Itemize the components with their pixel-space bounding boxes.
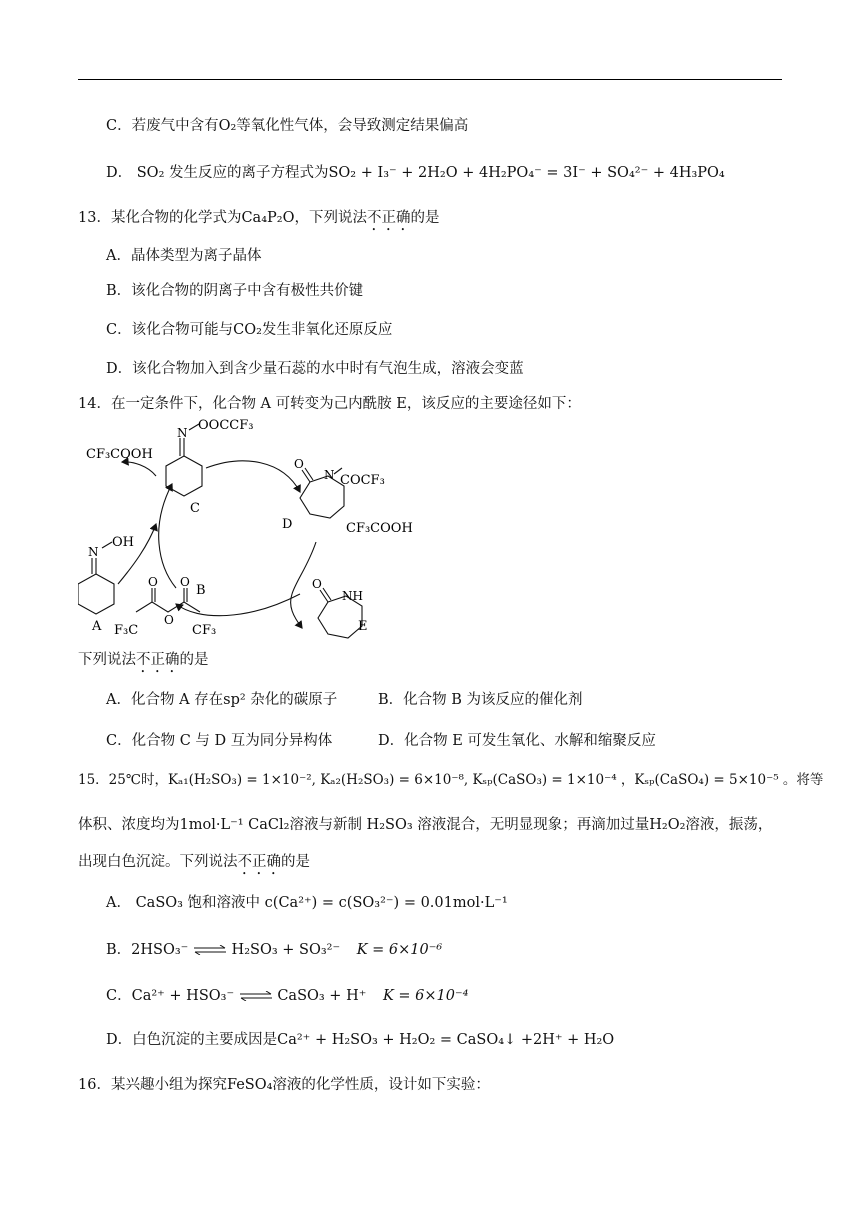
q14-option-b: B．化合物 B 为该反应的催化剂 xyxy=(378,692,583,708)
label-e: E xyxy=(358,619,368,634)
q15-option-c-k: K = 6×10⁻⁴ xyxy=(382,988,469,1004)
q15-option-b-right: H₂SO₃ + SO₃²⁻ xyxy=(231,942,341,958)
q13-stem-suffix: 的是 xyxy=(410,210,440,226)
q14-option-a: A．化合物 A 存在sp² 杂化的碳原子 xyxy=(106,692,338,708)
reaction-pathway-diagram xyxy=(78,416,438,642)
q15-line2: 体积、浓度均为1mol·L⁻¹ CaCl₂溶液与新制 H₂SO₃ 溶液混合，无明显现象；再滴加过量H₂O₂溶液，振荡， xyxy=(78,817,773,833)
svg-text:N: N xyxy=(88,545,99,559)
q15-line3-suffix: 的是 xyxy=(281,854,310,870)
q15-line1: 15．25℃时，Kₐ₁(H₂SO₃) = 1×10⁻², Kₐ₂(H₂SO₃) = 6×10⁻⁸, Kₛₚ(CaSO₃) = 1×10⁻⁴ ，Kₛₚ(CaSO₄) = 5×10⁻⁵ 。将等 xyxy=(78,772,824,788)
svg-text:O: O xyxy=(180,575,190,589)
compound-a xyxy=(78,535,134,634)
label-a: A xyxy=(92,619,102,634)
compound-b xyxy=(114,575,216,638)
label-b: B xyxy=(196,583,206,598)
svg-text:O: O xyxy=(148,575,158,589)
q15-option-b-k: K = 6×10⁻⁶ xyxy=(356,942,443,958)
q14-stem2 xyxy=(78,650,209,676)
q13-stem-prefix: 13．某化合物的化学式为Ca₄P₂O，下列说法 xyxy=(78,210,367,226)
arrow-e-to-b xyxy=(176,594,300,616)
equilibrium-arrow xyxy=(193,945,227,955)
q14-stem: 14．在一定条件下，化合物 A 可转变为己内酰胺 E，该反应的主要途径如下： xyxy=(78,396,581,412)
q13-option-d: D．该化合物加入到含少量石蕊的水中时有气泡生成，溶液会变蓝 xyxy=(106,361,524,377)
q15-line3 xyxy=(78,852,310,878)
svg-text:OH: OH xyxy=(112,535,134,550)
q15-option-c-right: CaSO₃ + H⁺ xyxy=(277,988,367,1004)
q15-line3-emphasis: 不正确 xyxy=(237,854,281,870)
q15-line3-prefix: 出现白色沉淀。下列说法 xyxy=(78,854,238,870)
q15-option-b xyxy=(106,940,442,960)
svg-text:F₃C: F₃C xyxy=(114,623,139,638)
q12-option-d-text: SO₂ 发生反应的离子方程式为SO₂ + I₃⁻ + 2H₂O + 4H₂PO₄⁻ = 3I⁻ + SO₄²⁻ + 4H₃PO₄ xyxy=(136,165,725,181)
q14-stem2-suffix: 的是 xyxy=(179,652,209,668)
q12-option-d xyxy=(106,163,725,183)
svg-text:N: N xyxy=(324,468,335,482)
q15-option-c xyxy=(106,986,468,1006)
q12-option-d-label: D． xyxy=(106,165,133,181)
equilibrium-arrow xyxy=(239,991,273,1001)
q15-option-c-left: C．Ca²⁺ + HSO₃⁻ xyxy=(106,988,235,1004)
label-d: D xyxy=(282,517,293,532)
q13-stem-emphasis: 不正确 xyxy=(366,210,411,226)
reagent-right: CF₃COOH xyxy=(346,521,413,536)
q14-option-c: C．化合物 C 与 D 互为同分异构体 xyxy=(106,733,333,749)
q13-option-a: A．晶体类型为离子晶体 xyxy=(106,248,262,264)
q15-option-d: D．白色沉淀的主要成因是Ca²⁺ + H₂SO₃ + H₂O₂ = CaSO₄↓ +2H⁺ + H₂O xyxy=(106,1032,615,1048)
svg-text:NH: NH xyxy=(342,589,363,603)
arrow-c-to-d xyxy=(206,461,300,492)
arrow-b-to-c xyxy=(159,484,176,588)
q15-option-a: A． CaSO₃ 饱和溶液中 c(Ca²⁺) = c(SO₃²⁻) = 0.01mol·L⁻¹ xyxy=(106,895,508,911)
q14-stem2-emphasis: 不正确 xyxy=(136,652,180,668)
header-rule xyxy=(78,79,782,80)
svg-text:N: N xyxy=(177,426,188,440)
q16-stem: 16．某兴趣小组为探究FeSO₄溶液的化学性质，设计如下实验： xyxy=(78,1077,490,1093)
q13-stem xyxy=(78,208,439,234)
svg-text:O: O xyxy=(294,457,304,471)
q15-option-b-left: B．2HSO₃⁻ xyxy=(106,942,189,958)
label-c: C xyxy=(190,501,200,516)
svg-text:COCF₃: COCF₃ xyxy=(340,473,385,488)
q14-option-d: D．化合物 E 可发生氧化、水解和缩聚反应 xyxy=(378,733,656,749)
svg-text:O: O xyxy=(312,577,322,591)
q14-stem2-prefix: 下列说法 xyxy=(78,652,136,668)
q13-option-b: B．该化合物的阴离子中含有极性共价键 xyxy=(106,283,364,299)
svg-text:O: O xyxy=(164,613,174,627)
q13-option-c: C．该化合物可能与CO₂发生非氧化还原反应 xyxy=(106,322,393,338)
reagent-top: CF₃COOH xyxy=(86,447,153,462)
compound-e xyxy=(312,577,368,638)
svg-text:CF₃: CF₃ xyxy=(192,623,217,638)
arrow-release-top xyxy=(122,462,156,476)
svg-text:OOCCF₃: OOCCF₃ xyxy=(198,418,254,433)
q12-option-c: C．若废气中含有O₂等氧化性气体，会导致测定结果偏高 xyxy=(106,118,469,134)
